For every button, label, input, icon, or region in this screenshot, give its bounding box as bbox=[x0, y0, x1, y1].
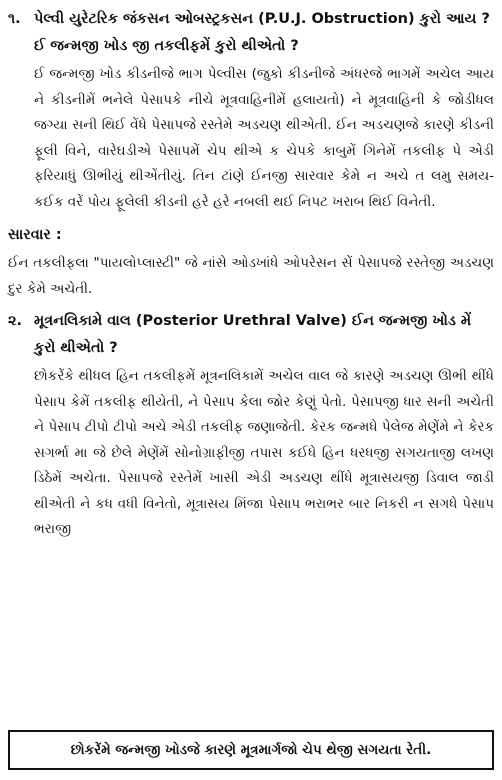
treatment-heading: સારવાર : bbox=[8, 227, 62, 243]
section-2-heading bbox=[8, 308, 494, 362]
section-2-body: છોકરેંકે થીધલ હિન તકલીફમેં મૂત્રનલિકામેં અચેલ વાલ જે કારણે અડચણ ઊભી થીંધે પેસાપ કેમેં તકલીફ થીયેતી, ને પેસાપ કેલા જોર કેણું પેતો. પેસાપજી ધાર સની અચેતી ને પેસાપ ટીપો ટીપો અચે એડી તકલીફ જણાજેતી. કેરક જન્મધે પેલેજ મેણેંમે ને કેરક સગર્ભા મા જે છેલે મેણેંમેં સોનોગ્રાફીજી તપાસ કઈધે હિન ધરધજી સગયતાજી લખણ ડિઠેમેં અચેતા. પેસાપજે રસ્તેમેં ખાસી એડી અડચણ થીંધે મૂત્રાસયજી ડિવાલ જાડી થીએતી ને કધ વધી વિનેતો, મૂત્રાસય મિંજા પેસાપ ભરાભર બાર નિકરી ન સગધે પેસાપ ભરાજી bbox=[34, 368, 494, 537]
section-1-number: ૧. bbox=[8, 11, 21, 27]
highlight-box: છોકરેંમે જન્મજી ખોડજે કારણે મૂત્રમાર્ગજો ચેપ થેજી સગયતા રેતી. bbox=[8, 730, 494, 770]
section-2-number: ૨. bbox=[8, 313, 23, 329]
section-1-heading bbox=[8, 6, 494, 60]
section-2-title: મૂત્રનલિકામે વાલ (Posterior Urethral Valve) ઈન જન્મજી ખોડ મેં કુરો થીએતો ? bbox=[34, 313, 472, 356]
treatment-body: ઈન તકલીફલા "પાયલોપ્લાસ્ટી" જે નાંસે ઓડખાંધે ઓપરેસન સેં પેસાપજે રસ્તેજી અડચણ દુર કેમે અચેતી. bbox=[8, 255, 494, 297]
section-1-body: ઈ જન્મજી ખોડ કીડનીજે ભાગ પેલ્વીસ (જુકો કીડનીજે અંધરજે ભાગમેં અચેલ આય ને કીડનીમેં ભનેલે પેસાપકે નીચે મૂત્રવાહિનીમેં હલાયતો) ને મૂત્રવાહિની કે જોડીધલ જગ્યા સની થિઈ વેંધે પેસાપજે રસ્તેમે અડચણ થીએતી. ઈન અડચણજે કારણે કીડની ફૂલી વિને, વારેઘડીએ પેસાપમેં ચેપ થીએ ક ચેપકે કાબુમેં ગિનેમેં તકલીફ પે એડી ફરિયાધું ઊભીયું થીએંતીયું. તિન ટાંણે ઈનજી સારવાર કેમે ન અચે ત લમુ સમય-કઈક વરેં પોય ફૂલેલી કીડની હરે હરે નબલી થઈ નિપટ ખરાબ થિઈ વિનેતી. bbox=[34, 66, 494, 210]
section-1-title: પેલ્વી યુરેટરિક જંકસન ઓબસ્ટ્રકસન (P.U.J. Obstruction) કુરો આય ? ઈ જન્મજી ખોડ જી તકલીફમેં કુરો થીએતો ? bbox=[34, 11, 490, 54]
